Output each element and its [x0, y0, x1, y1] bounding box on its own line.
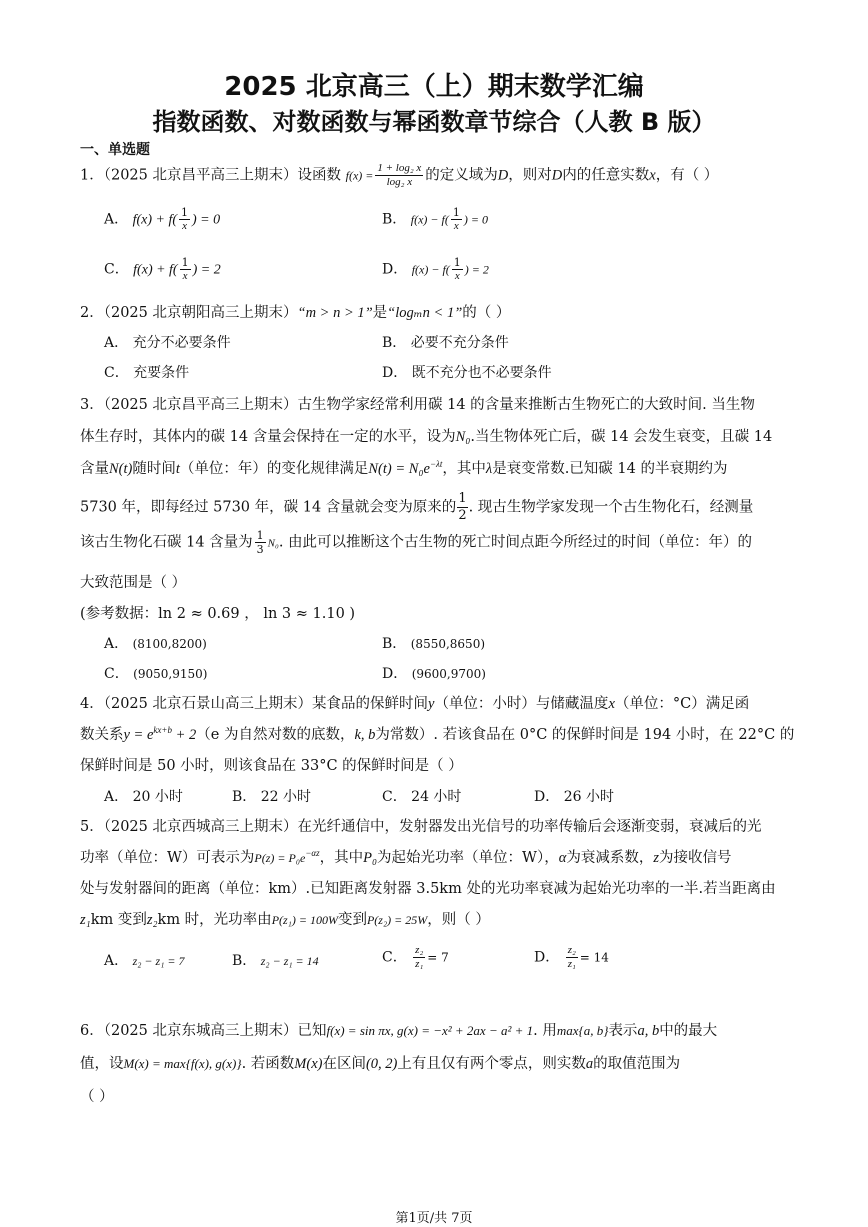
- q4-option-a[interactable]: A． 20 小时: [104, 789, 183, 805]
- q5-option-a[interactable]: A． z₂ − z₁ = 7: [104, 953, 185, 969]
- question-3-line-3: 含量N(t)随时间t（单位：年）的变化规律满足$N(t) = N_0e^{-\lambda t}$，其中λ是衰变常数.已知碳 14 的半衰期约为: [80, 459, 728, 477]
- q4-option-c[interactable]: C． 24 小时: [382, 789, 462, 805]
- question-1-stem: 1．（2025 北京昌平高三上期末）设函数 f(x) = $\frac{\text{1 + log₂ x}}{\text{log₂ x}}$ 的定义域为D，则对D内的任意实数x，有（ ）: [80, 162, 719, 188]
- section-heading: 一、单选题: [80, 142, 150, 158]
- question-4-line-2: 数关系$y = e^{kx+b} + 2(e$ 为自然对数的底数，k, b为常数）. 若该食品在 0°C 的保鲜时间是 194 小时，在 22°C 的: [80, 725, 795, 743]
- q1-option-a[interactable]: A． f(x) + f( $\frac{1}{x}$ ) = 0: [104, 206, 221, 232]
- question-5-line-3: 处与发射器间的距离（单位：km）.已知距离发射器 3.5km 处的光功率衰减为起始光功率的一半.若当距离由: [80, 881, 776, 897]
- q5-option-d[interactable]: D． $\frac{\text{z₂}}{\text{z₁}}$ = 14: [534, 944, 609, 970]
- question-3-line-6: 大致范围是（ ）: [80, 575, 187, 591]
- q5-option-b[interactable]: B． z₂ − z₁ = 14: [232, 953, 319, 969]
- question-6-line-3: （ ）: [80, 1089, 114, 1105]
- page-footer: 第1页/共 7页: [395, 1211, 473, 1226]
- question-3-line-2: 体生存时，其体内的碳 14 含量会保持在一定的水平，设为N₀.当生物体死亡后，碳 14 会发生衰变，且碳 14: [80, 429, 773, 445]
- q3-option-b[interactable]: B． (8550,8650): [382, 636, 486, 652]
- q1-function-fraction: $\frac{\text{1 + log₂ x}}{\text{log₂ x}}$: [377, 162, 422, 188]
- question-3-line-4: 5730 年，即每经过 5730 年，碳 14 含量就会变为原来的 $\frac{1}{2}$ . 现古生物学家发现一个古生物化石，经测量: [80, 491, 754, 523]
- question-4-line-3: 保鲜时间是 50 小时，则该食品在 33°C 的保鲜时间是（ ）: [80, 758, 463, 774]
- question-5-line-2: 功率（单位：W）可表示为$P(z) = P_0e^{-\alpha z}$，其中P₀为起始光功率（单位：W），α为衰减系数，z为接收信号: [80, 848, 732, 866]
- question-5-line-1: 5．（2025 北京西城高三上期末）在光纤通信中，发射器发出光信号的功率传输后会逐渐变弱，衰减后的光: [80, 819, 762, 835]
- q4-option-d[interactable]: D． 26 小时: [534, 789, 614, 805]
- q3-option-d[interactable]: D． (9600,9700): [382, 666, 486, 682]
- q4-option-b[interactable]: B． 22 小时: [232, 789, 312, 805]
- question-3-line-1: 3．（2025 北京昌平高三上期末）古生物学家经常利用碳 14 的含量来推断古生物死亡的大致时间. 当生物: [80, 397, 755, 413]
- question-5-line-4: z₁km 变到z₂km 时，光功率由P(z₁) = 100W变到P(z₂) = 25W，则（ ）: [80, 912, 490, 928]
- question-6-line-1: 6．（2025 北京东城高三上期末）已知f(x) = sin πx, g(x) = −x² + 2ax − a² + 1. 用max{a, b}表示a, b中的最大: [80, 1023, 718, 1039]
- q2-option-a[interactable]: A． 充分不必要条件: [104, 335, 231, 351]
- q5-option-c[interactable]: C． $\frac{\text{z₂}}{\text{z₁}}$ = 7: [382, 944, 449, 970]
- q2-option-b[interactable]: B． 必要不充分条件: [382, 335, 509, 351]
- q3-option-a[interactable]: A． (8100,8200): [104, 636, 207, 652]
- question-6-line-2: 值，设M(x) = max{f(x), g(x)}. 若函数M(x)在区间(0, 2)上有且仅有两个零点，则实数a的取值范围为: [80, 1056, 681, 1072]
- q2-option-d[interactable]: D． 既不充分也不必要条件: [382, 365, 552, 381]
- document-subtitle: 指数函数、对数函数与幂函数章节综合（人教 B 版）: [152, 108, 716, 136]
- document-title: 2025 北京高三（上）期末数学汇编: [224, 72, 644, 102]
- q1-option-c[interactable]: C． f(x) + f( $\frac{1}{x}$ ) = 2: [104, 256, 221, 282]
- q1-option-b[interactable]: B． f(x) − f( $\frac{1}{x}$ ) = 0: [382, 206, 488, 232]
- question-2-stem: 2．（2025 北京朝阳高三上期末）“m > n > 1”是“logₘn < 1”的（ ）: [80, 305, 511, 321]
- question-4-line-1: 4．（2025 北京石景山高三上期末）某食品的保鲜时间y（单位：小时）与储藏温度x（单位：°C）满足函: [80, 696, 750, 712]
- question-3-line-5: 该古生物化石碳 14 含量为 $\frac{1}{3}$ N₀. 由此可以推断这个古生物的死亡时间点距今所经过的时间（单位：年）的: [80, 529, 753, 556]
- question-3-reference-data: (参考数据：ln 2 ≈ 0.69 ， ln 3 ≈ 1.10 ): [80, 606, 356, 622]
- q2-option-c[interactable]: C． 充要条件: [104, 365, 190, 381]
- q1-option-d[interactable]: D． f(x) − f( $\frac{1}{x}$ ) = 2: [382, 256, 489, 282]
- q3-option-c[interactable]: C． (9050,9150): [104, 666, 208, 682]
